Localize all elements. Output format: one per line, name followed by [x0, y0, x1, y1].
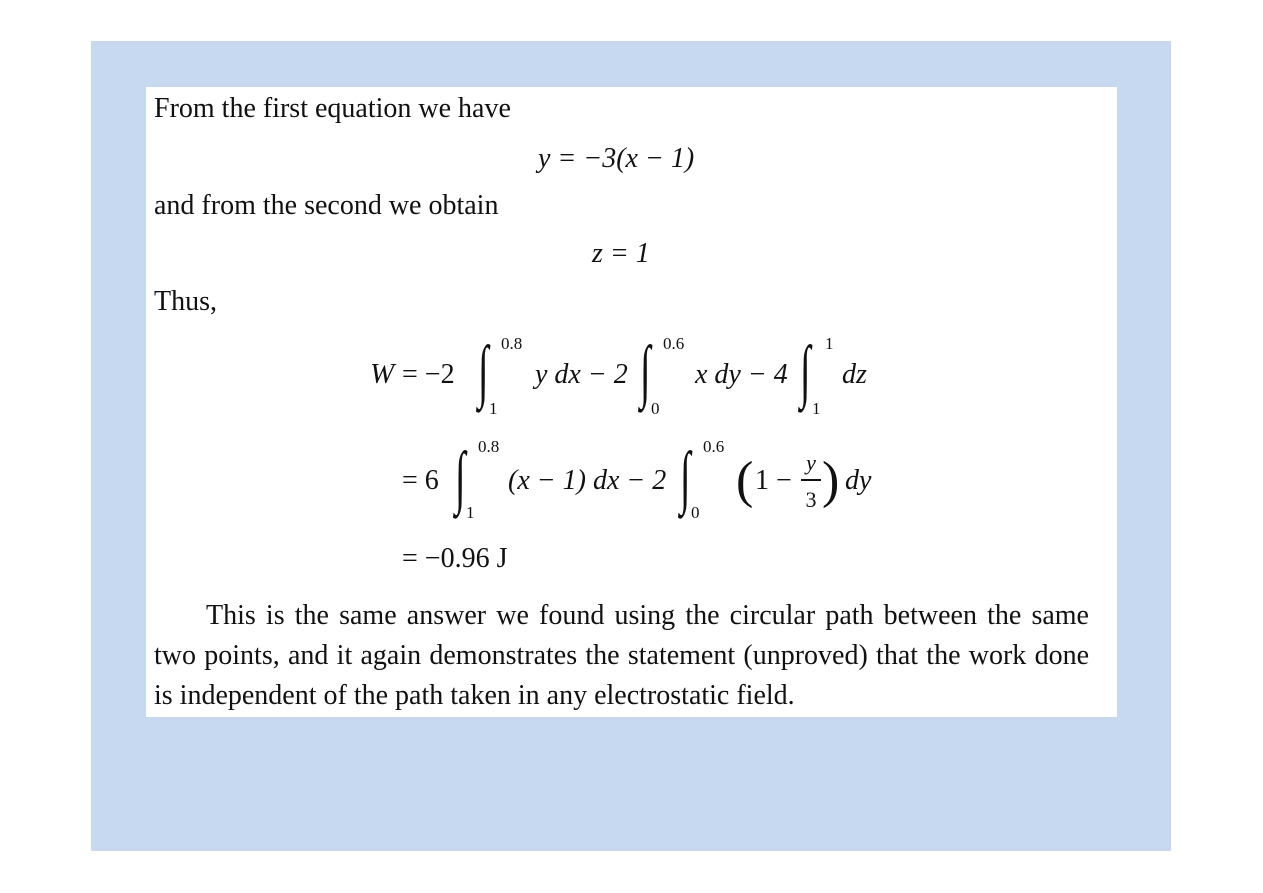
text-line-second: and from the second we obtain [154, 190, 499, 221]
row1-int3-upper: 1 [825, 334, 834, 353]
integral-sign: ∫ [455, 439, 466, 516]
fraction-numerator: y [806, 450, 816, 475]
row1-int1-lower: 1 [489, 399, 498, 418]
row1-int2-body: x dy − 4 [695, 359, 788, 390]
row2-int2-lower: 0 [691, 503, 700, 522]
integral-sign: ∫ [478, 333, 489, 410]
work-result: = −0.96 J [402, 543, 508, 574]
right-paren: ) [822, 452, 840, 509]
conclusion-text: This is the same answer we found using the circular path between the same two points, and it again demonstrates the statement (unproved) that the work done is independent of the path taken in any electrostatic field. [154, 600, 1089, 711]
row1-int3-lower: 1 [812, 399, 821, 418]
left-paren: ( [736, 452, 754, 509]
equation-y: y = −3(x − 1) [538, 143, 695, 174]
text-line-thus: Thus, [154, 286, 217, 317]
row2-paren-inner: 1 − [755, 465, 792, 496]
row1-int2-lower: 0 [651, 399, 660, 418]
row2-tail: dy [845, 465, 872, 496]
row1-coeff: = −2 [402, 359, 455, 390]
row1-int1-upper: 0.8 [501, 334, 523, 353]
integral-sign: ∫ [680, 439, 691, 516]
text-line-first-equation: From the first equation we have [154, 93, 511, 124]
row2-int1-upper: 0.8 [478, 437, 500, 456]
row2-int2-upper: 0.6 [703, 437, 725, 456]
row2-int1-body: (x − 1) dx − 2 [508, 465, 667, 496]
fraction-bar [801, 479, 821, 481]
integral-sign: ∫ [640, 333, 651, 410]
row2-coeff: = 6 [402, 465, 439, 496]
conclusion-paragraph [154, 596, 1089, 716]
integral-sign: ∫ [800, 333, 811, 410]
w-symbol: W [370, 358, 395, 390]
equation-z: z = 1 [592, 238, 650, 269]
row1-int2-upper: 0.6 [663, 334, 685, 353]
row1-int3-body: dz [842, 359, 867, 390]
row2-int1-lower: 1 [466, 503, 475, 522]
row1-int1-body: y dx − 2 [535, 359, 628, 390]
fraction-denominator: 3 [805, 487, 817, 512]
